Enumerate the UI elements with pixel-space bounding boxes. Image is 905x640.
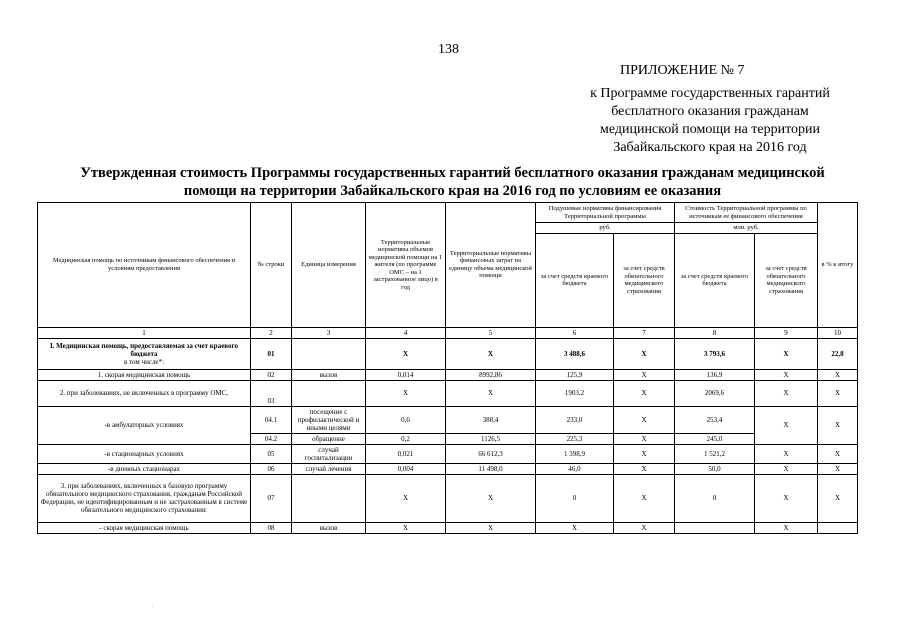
- row-name: -в амбулаторных условиях: [38, 406, 251, 444]
- col-number: 1: [38, 327, 251, 338]
- cell: Х: [366, 474, 446, 522]
- cell: Х: [755, 463, 818, 474]
- row-unit: [292, 380, 366, 406]
- cell: Х: [614, 522, 675, 533]
- cell: 3 793,6: [675, 338, 755, 369]
- header-group: Подушевые нормативы финансирования Территориальной программы: [536, 203, 675, 223]
- row-unit: случай лечения: [292, 463, 366, 474]
- row-number: 03: [251, 380, 292, 406]
- cell: 46,0: [536, 463, 614, 474]
- header-cell: в % к итогу: [818, 203, 858, 328]
- title-line-1: Утвержденная стоимость Программы государственных гарантий бесплатного оказания гражданам медицинской: [80, 165, 825, 181]
- cell: 225,3: [536, 433, 614, 444]
- appendix-line: медицинской помощи на территории: [599, 122, 821, 137]
- cell: 388,4: [446, 406, 536, 433]
- col-number: 7: [614, 327, 675, 338]
- row-name: -в стационарных условиях: [38, 444, 251, 463]
- cell: 11 498,0: [446, 463, 536, 474]
- row-unit: [292, 338, 366, 369]
- cell: Х: [755, 406, 818, 444]
- cell: Х: [755, 444, 818, 463]
- cell: Х: [614, 444, 675, 463]
- row-name: - скорая медицинская помощь: [38, 522, 251, 533]
- table-row: [38, 338, 858, 369]
- row-unit: вызов: [292, 522, 366, 533]
- cell: Х: [818, 380, 858, 406]
- header-cell: Единица измерения: [292, 203, 366, 328]
- document-title: [30, 164, 875, 200]
- cell: 125,9: [536, 369, 614, 380]
- table-row: [38, 474, 858, 522]
- cell: Х: [536, 522, 614, 533]
- appendix-line: к Программе государственных гарантий: [590, 86, 830, 101]
- row-number: 07: [251, 474, 292, 522]
- appendix-title: ПРИЛОЖЕНИЕ № 7: [620, 63, 745, 78]
- row-name: -в дневных стационарах: [38, 463, 251, 474]
- cell: Х: [614, 463, 675, 474]
- row-number: 02: [251, 369, 292, 380]
- cell: [675, 522, 755, 533]
- cell: Х: [614, 369, 675, 380]
- cell: 8992,86: [446, 369, 536, 380]
- col-number: 10: [818, 327, 858, 338]
- cell: 245,0: [675, 433, 755, 444]
- appendix-line: Забайкальского края на 2016 год: [613, 140, 807, 155]
- cell: 50,0: [675, 463, 755, 474]
- cell: Х: [446, 380, 536, 406]
- cell: Х: [755, 369, 818, 380]
- cell: 1903,2: [536, 380, 614, 406]
- cell: Х: [446, 474, 536, 522]
- cell: 1 521,2: [675, 444, 755, 463]
- table-row: [38, 380, 858, 406]
- cell: 0: [536, 474, 614, 522]
- header-cell: Медицинская помощь по источникам финансового обеспечения и условиям предоставления: [38, 203, 251, 328]
- col-number: 9: [755, 327, 818, 338]
- row-number: 08: [251, 522, 292, 533]
- cell: Х: [818, 463, 858, 474]
- header-unit: млн. руб.: [675, 223, 818, 234]
- appendix-line: бесплатного оказания гражданам: [611, 104, 809, 119]
- col-number: 4: [366, 327, 446, 338]
- header-cell: за счет средств обязательного медицинского страхования: [614, 233, 675, 327]
- cell: 1126,5: [446, 433, 536, 444]
- row-number: 01: [251, 338, 292, 369]
- cell: 253,4: [675, 406, 755, 433]
- row-name: [38, 338, 251, 369]
- header-cell: Территориальные нормативы объемов медицинской помощи на 1 жителя (по программе ОМС – на 1 застрахованное лицо) в год: [366, 203, 446, 328]
- cell: 0,021: [366, 444, 446, 463]
- row-unit: посещение с профилактической и иными целями: [292, 406, 366, 433]
- cell: 0,004: [366, 463, 446, 474]
- cell: Х: [614, 406, 675, 433]
- row-unit: [292, 474, 366, 522]
- cell: Х: [614, 474, 675, 522]
- table-row: [38, 406, 858, 433]
- table-row: [38, 369, 858, 380]
- cell: Х: [818, 369, 858, 380]
- cell: Х: [366, 338, 446, 369]
- header-cell: № строки: [251, 203, 292, 328]
- col-number: 8: [675, 327, 755, 338]
- row-name: 2. при заболеваниях, не включенных в программу ОМС,: [38, 380, 251, 406]
- cell: 233,0: [536, 406, 614, 433]
- table-row: [38, 522, 858, 533]
- cell: 3 488,6: [536, 338, 614, 369]
- appendix-subtitle: [560, 85, 860, 157]
- row-number: 06: [251, 463, 292, 474]
- cell: 1 398,9: [536, 444, 614, 463]
- row-number: 05: [251, 444, 292, 463]
- cell: Х: [366, 522, 446, 533]
- cell: 0,2: [366, 433, 446, 444]
- header-cell: за счет средств обязательного медицинского страхования: [755, 233, 818, 327]
- row-unit: случай госпитализации: [292, 444, 366, 463]
- header-cell: за счет средств краевого бюджета: [536, 233, 614, 327]
- header-cell: Территориальные нормативы финансовых затрат на единицу объема медицинской помощи: [446, 203, 536, 328]
- row-unit: вызов: [292, 369, 366, 380]
- header-cell: за счет средств краевого бюджета: [675, 233, 755, 327]
- cell: 2069,6: [675, 380, 755, 406]
- cell: Х: [755, 474, 818, 522]
- cell: Х: [755, 522, 818, 533]
- row-name-sub: в том числе*:: [124, 357, 164, 366]
- title-line-2: помощи на территории Забайкальского края на 2016 год по условиям ее оказания: [183, 183, 722, 199]
- cell: 0,014: [366, 369, 446, 380]
- row-name-main: I. Медицинская помощь, предоставляемая за счет краевого бюджета: [49, 341, 239, 358]
- cell: 22,8: [818, 338, 858, 369]
- cell: Х: [818, 474, 858, 522]
- cell: 0,6: [366, 406, 446, 433]
- row-name: 1. скорая медицинская помощь: [38, 369, 251, 380]
- cell: 66 612,3: [446, 444, 536, 463]
- col-number: 5: [446, 327, 536, 338]
- row-name: 3. при заболеваниях, включенных в базовую программу обязательного медицинского страхования, гражданам Российской Федерации, не идентифицированным и не застрахованным в системе обязательного медицинского страхования:: [38, 474, 251, 522]
- table-row: [38, 463, 858, 474]
- cell: Х: [818, 444, 858, 463]
- cell: Х: [818, 406, 858, 444]
- col-number: 3: [292, 327, 366, 338]
- cell: 0: [675, 474, 755, 522]
- col-number: 2: [251, 327, 292, 338]
- row-unit: обращение: [292, 433, 366, 444]
- page-number: 138: [438, 42, 459, 57]
- row-number: 04.2: [251, 433, 292, 444]
- cost-table: [37, 202, 858, 534]
- scan-mark: .: [152, 603, 154, 609]
- header-unit: руб.: [536, 223, 675, 234]
- col-number: 6: [536, 327, 614, 338]
- cell: Х: [755, 338, 818, 369]
- cell: Х: [446, 522, 536, 533]
- row-number: 04.1: [251, 406, 292, 433]
- cell: Х: [614, 338, 675, 369]
- table-row: [38, 444, 858, 463]
- cell: Х: [755, 380, 818, 406]
- cell: Х: [614, 380, 675, 406]
- header-group: Стоимость Территориальной программы по источникам ее финансового обеспечения: [675, 203, 818, 223]
- cell: Х: [614, 433, 675, 444]
- cell: 136,9: [675, 369, 755, 380]
- cell: Х: [366, 380, 446, 406]
- cell: Х: [446, 338, 536, 369]
- cell: [818, 522, 858, 533]
